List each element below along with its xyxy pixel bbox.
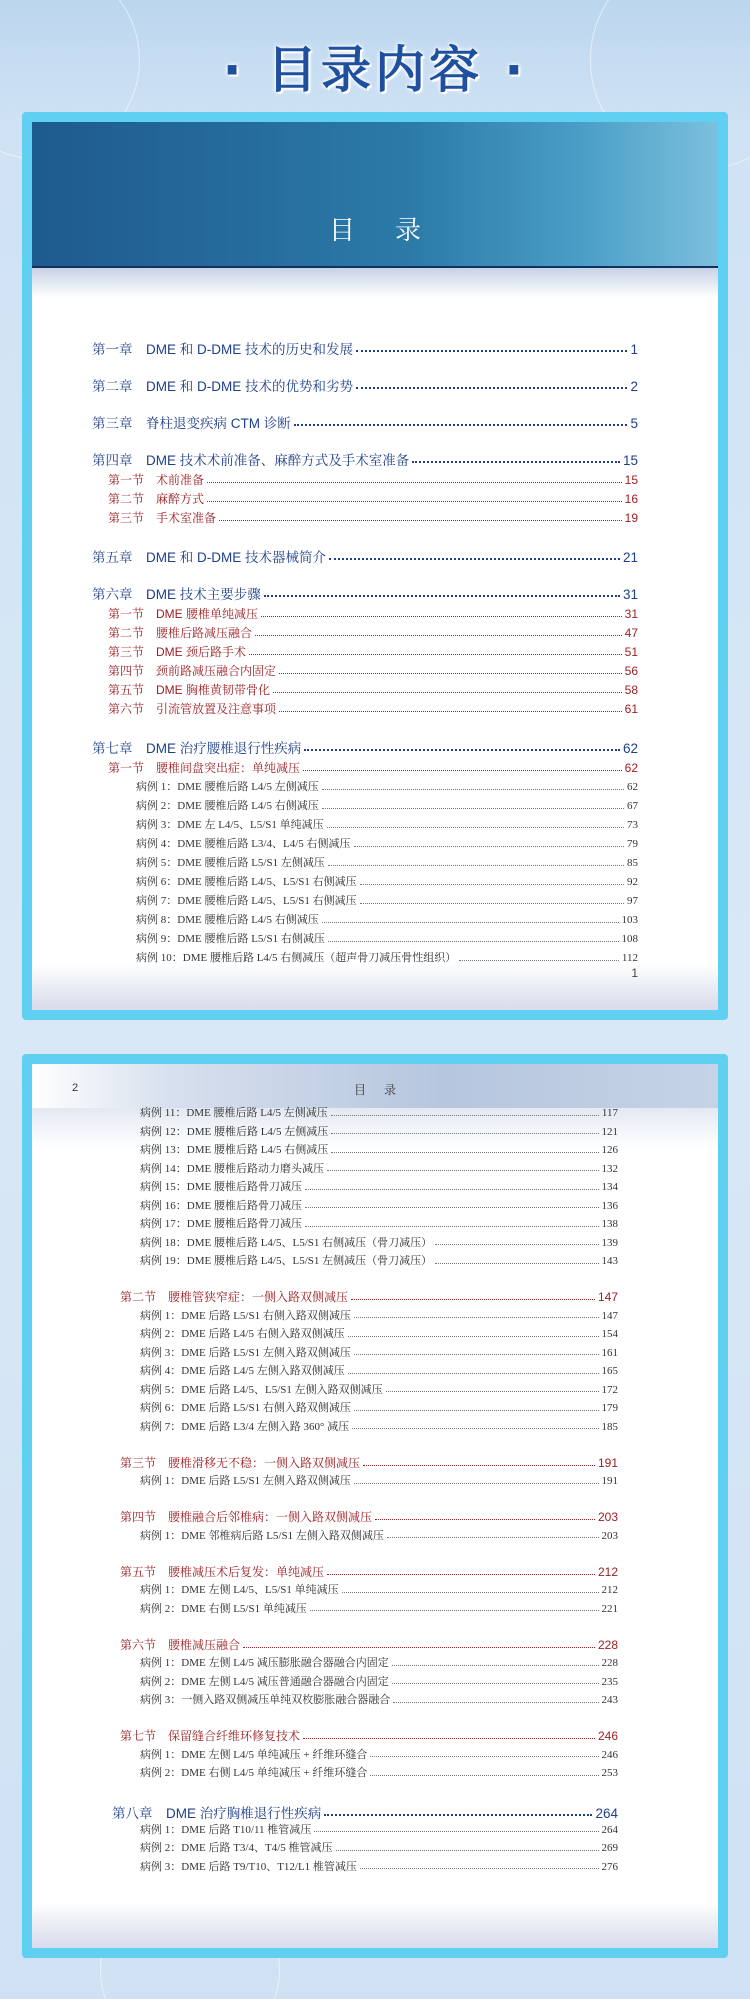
toc-entry-title: 病例 2：DME 左侧 L4/5 减压普通融合器融合内固定 xyxy=(140,1675,389,1688)
dot-leader xyxy=(255,635,622,636)
page-footer xyxy=(32,964,718,1010)
toc-entry-title: 病例 15：DME 腰椎后路骨刀减压 xyxy=(140,1181,302,1193)
toc-entry-section[interactable] xyxy=(108,662,638,679)
toc-entry-page: 276 xyxy=(601,1860,618,1873)
toc-entry-title: 第六节 引流管放置及注意事项 xyxy=(108,702,277,716)
toc-entry-section[interactable] xyxy=(120,1454,618,1471)
toc-entry-case[interactable] xyxy=(136,930,638,946)
dot-leader xyxy=(314,1831,598,1832)
toc-entry-title: 病例 9：DME 腰椎后路 L5/S1 右侧减压 xyxy=(136,933,325,945)
dot-leader xyxy=(375,1519,595,1520)
toc-entry-case[interactable] xyxy=(140,1764,618,1780)
toc-entry-title: 病例 7：DME 后路 L3/4 左侧入路 360° 减压 xyxy=(140,1420,350,1433)
toc-entry-title: 第八章 DME 治疗胸椎退行性疾病 xyxy=(112,1806,322,1821)
toc-entry-title: 病例 17：DME 腰椎后路骨刀减压 xyxy=(140,1218,302,1230)
dot-leader xyxy=(273,692,622,693)
toc-entry-case[interactable] xyxy=(136,797,638,813)
toc-entry-title: 病例 1：DME 左侧 L4/5 单纯减压 + 纤维环缝合 xyxy=(140,1748,368,1761)
dot-leader xyxy=(360,903,624,904)
toc-entry-page: 246 xyxy=(597,1729,618,1743)
dot-leader xyxy=(354,1354,599,1355)
toc-entry-section[interactable] xyxy=(108,759,638,776)
toc-entry-title: 病例 2：DME 后路 L4/5 右侧入路双侧减压 xyxy=(140,1328,345,1340)
toc-entry-case[interactable] xyxy=(140,1141,618,1157)
toc-entry-page: 58 xyxy=(624,683,638,697)
toc-entry-title: 第七节 保留缝合纤维环修复技术 xyxy=(120,1729,301,1743)
toc-entry-page: 165 xyxy=(601,1365,618,1377)
toc-entry-case[interactable] xyxy=(140,1362,618,1378)
dot-leader xyxy=(352,1428,598,1429)
toc-entry-page: 21 xyxy=(622,550,638,565)
toc-entry-title: 病例 14：DME 腰椎后路动力磨头减压 xyxy=(140,1162,324,1175)
toc-entry-page: 138 xyxy=(601,1218,618,1230)
toc-entry-page: 79 xyxy=(627,838,638,850)
toc-entry-page: 47 xyxy=(624,626,638,640)
toc-entry-title: 病例 16：DME 腰椎后路骨刀减压 xyxy=(140,1199,302,1212)
dot-leader xyxy=(393,1702,598,1703)
dot-leader xyxy=(331,1152,598,1153)
dot-leader xyxy=(327,1170,599,1171)
toc-entry-section[interactable] xyxy=(108,509,638,526)
toc-entry-page: 61 xyxy=(624,702,638,716)
toc-entry-title: 第五节 腰椎减压术后复发：单纯减压 xyxy=(120,1564,325,1579)
toc-entry-title: 第四章 DME 技术术前准备、麻醉方式及手术室准备 xyxy=(92,453,410,468)
toc-entry-title: 病例 10：DME 腰椎后路 L4/5 右侧减压（超声骨刀减压骨性组织） xyxy=(136,952,457,964)
toc-entry-page: 2 xyxy=(630,379,638,394)
toc-entry-chapter[interactable] xyxy=(92,583,638,603)
toc-entry-title: 第七章 DME 治疗腰椎退行性疾病 xyxy=(92,741,302,756)
toc-entry-title: 病例 1：DME 腰椎后路 L4/5 左侧减压 xyxy=(136,781,319,793)
toc-heading: 目录 xyxy=(328,216,461,246)
toc-entry-title: 第六章 DME 技术主要步骤 xyxy=(92,587,261,602)
toc-entry-title: 病例 12：DME 腰椎后路 L4/5 左侧减压 xyxy=(140,1125,329,1138)
toc-entry-page: 132 xyxy=(601,1162,618,1175)
toc-entry-chapter[interactable] xyxy=(112,1802,618,1822)
toc-entry-page: 179 xyxy=(601,1402,618,1414)
toc-entry-title: 病例 18：DME 腰椎后路 L4/5、L5/S1 右侧减压（骨刀减压） xyxy=(140,1236,433,1249)
toc-entry-case[interactable] xyxy=(140,1472,618,1488)
toc-entry-case[interactable] xyxy=(140,1215,618,1231)
dot-leader xyxy=(328,941,619,942)
toc-entry-page: 228 xyxy=(601,1657,618,1669)
dot-leader xyxy=(249,654,622,655)
toc-entry-page: 235 xyxy=(601,1675,618,1688)
toc-entry-chapter[interactable] xyxy=(92,737,638,757)
dot-leader xyxy=(279,673,622,674)
toc-entry-title: 病例 11：DME 腰椎后路 L4/5 左侧减压 xyxy=(140,1107,328,1119)
toc-entry-page: 31 xyxy=(622,587,638,602)
dot-leader xyxy=(342,1592,599,1593)
toc-entry-page: 31 xyxy=(624,607,638,621)
toc-entry-case[interactable] xyxy=(140,1691,618,1707)
toc-entry-case[interactable] xyxy=(140,1654,618,1670)
toc-entry-case[interactable] xyxy=(140,1307,618,1323)
dot-leader xyxy=(261,616,622,617)
toc-entry-page: 73 xyxy=(627,819,638,831)
toc-entry-section[interactable] xyxy=(108,605,638,622)
toc-entry-case[interactable] xyxy=(140,1746,618,1762)
page-title: · 目录内容 · xyxy=(222,41,528,99)
toc-entry-title: 病例 3：一侧入路双侧减压单纯双枚膨胀融合器融合 xyxy=(140,1694,391,1706)
toc-entry-title: 病例 4：DME 腰椎后路 L3/4、L4/5 右侧减压 xyxy=(136,838,351,850)
dot-leader xyxy=(327,827,624,828)
toc-entry-page: 103 xyxy=(621,914,638,926)
dot-leader xyxy=(304,749,620,751)
toc-entry-chapter[interactable] xyxy=(92,338,638,358)
toc-entry-case[interactable] xyxy=(140,1123,618,1139)
toc-entry-title: 病例 3：DME 后路 L5/S1 左侧入路双侧减压 xyxy=(140,1346,351,1359)
page-footer xyxy=(32,1902,718,1948)
toc-entry-page: 117 xyxy=(601,1107,618,1119)
running-header-title: 目录 xyxy=(353,1083,414,1097)
toc-entry-case[interactable] xyxy=(136,873,638,889)
toc-entry-page: 191 xyxy=(601,1475,618,1487)
toc-entry-page: 121 xyxy=(601,1125,618,1138)
toc-entry-title: 病例 1：DME 左侧 L4/5 减压膨胀融合器融合内固定 xyxy=(140,1657,389,1669)
toc-page-2-frame xyxy=(22,1054,728,1958)
toc-entry-section[interactable] xyxy=(120,1288,618,1305)
toc-entry-title: 病例 8：DME 腰椎后路 L4/5 右侧减压 xyxy=(136,914,319,926)
toc-entry-title: 第三节 腰椎滑移无不稳：一侧入路双侧减压 xyxy=(120,1455,361,1470)
dot-leader xyxy=(363,1465,595,1466)
toc-entry-case[interactable] xyxy=(136,816,638,832)
toc-entry-title: 病例 1：DME 左侧 L4/5、L5/S1 单纯减压 xyxy=(140,1584,339,1596)
toc-entry-title: 病例 6：DME 腰椎后路 L4/5、L5/S1 右侧减压 xyxy=(136,876,357,888)
toc-entry-page: 126 xyxy=(601,1144,618,1156)
toc-entry-page: 15 xyxy=(622,453,638,468)
toc-entry-case[interactable] xyxy=(136,892,638,908)
dot-leader xyxy=(435,1244,598,1245)
toc-entry-page: 154 xyxy=(601,1328,618,1340)
dot-leader xyxy=(322,922,619,923)
toc-entry-case[interactable] xyxy=(140,1581,618,1597)
dot-leader xyxy=(392,1665,599,1666)
banner-fade xyxy=(32,268,718,298)
dot-leader xyxy=(354,1483,599,1484)
toc-entry-title: 第五章 DME 和 D-DME 技术器械简介 xyxy=(92,550,326,565)
dot-leader xyxy=(305,1189,599,1190)
toc-entry-page: 147 xyxy=(597,1290,618,1304)
toc-entry-page: 62 xyxy=(627,781,638,793)
toc-entry-title: 病例 3：DME 左 L4/5、L5/S1 单纯减压 xyxy=(136,819,324,831)
toc-entry-page: 85 xyxy=(627,857,638,869)
toc-entry-page: 185 xyxy=(601,1420,618,1433)
dot-leader xyxy=(459,960,619,961)
toc-entry-title: 病例 2：DME 腰椎后路 L4/5 右侧减压 xyxy=(136,800,319,812)
dot-leader xyxy=(243,1647,595,1648)
toc-entry-title: 病例 6：DME 后路 L5/S1 右侧入路双侧减压 xyxy=(140,1402,351,1414)
dot-leader xyxy=(336,1850,599,1851)
toc-entry-title: 第二节 腰椎管狭窄症：一侧入路双侧减压 xyxy=(120,1290,349,1304)
toc-entry-case[interactable] xyxy=(140,1197,618,1213)
toc-entry-title: 第一节 腰椎间盘突出症：单纯减压 xyxy=(108,761,301,775)
toc-entry-section[interactable] xyxy=(108,643,638,660)
toc-entry-page: 191 xyxy=(597,1455,618,1470)
toc-entry-title: 第二节 腰椎后路减压融合 xyxy=(108,626,253,640)
toc-entry-case[interactable] xyxy=(140,1381,618,1397)
toc-entry-title: 病例 7：DME 腰椎后路 L4/5、L5/S1 右侧减压 xyxy=(136,895,357,907)
toc-entry-title: 第四节 颈前路减压融合内固定 xyxy=(108,664,277,678)
toc-entry-case[interactable] xyxy=(140,1252,618,1268)
toc-entry-page: 19 xyxy=(624,511,638,525)
toc-entry-section[interactable] xyxy=(108,471,638,488)
dot-leader xyxy=(354,846,625,847)
toc-entry-page: 147 xyxy=(601,1309,618,1322)
toc-entry-case[interactable] xyxy=(140,1160,618,1176)
toc-entry-page: 143 xyxy=(601,1255,618,1267)
toc-entry-page: 62 xyxy=(622,741,638,756)
toc-entry-title: 第一节 DME 腰椎单纯减压 xyxy=(108,607,259,621)
toc-entry-title: 病例 5：DME 腰椎后路 L5/S1 左侧减压 xyxy=(136,857,325,869)
dot-leader xyxy=(305,1207,599,1208)
toc-entry-title: 病例 1：DME 后路 L5/S1 左侧入路双侧减压 xyxy=(140,1475,351,1487)
toc-entry-title: 病例 5：DME 后路 L4/5、L5/S1 左侧入路双侧减压 xyxy=(140,1383,383,1396)
toc-entry-page: 203 xyxy=(601,1529,618,1542)
toc-entry-case[interactable] xyxy=(136,854,638,870)
dot-leader xyxy=(348,1336,599,1337)
toc-entry-case[interactable] xyxy=(140,1344,618,1360)
toc-entry-case[interactable] xyxy=(140,1399,618,1415)
dot-leader xyxy=(354,1410,599,1411)
dot-leader xyxy=(327,1574,595,1575)
toc-entry-case[interactable] xyxy=(140,1234,618,1250)
toc-entry-case[interactable] xyxy=(136,911,638,927)
toc-entry-page: 212 xyxy=(601,1584,618,1596)
dot-leader xyxy=(351,1299,595,1300)
toc-page-2 xyxy=(32,1064,718,1948)
dot-leader xyxy=(303,770,622,771)
toc-entry-case[interactable] xyxy=(140,1418,618,1434)
toc-entry-title: 病例 19：DME 腰椎后路 L4/5、L5/S1 左侧减压（骨刀减压） xyxy=(140,1255,433,1267)
dot-leader xyxy=(322,789,624,790)
page-number: 2 xyxy=(72,1082,79,1094)
toc-entry-title: 病例 1：DME 后路 L5/S1 右侧入路双侧减压 xyxy=(140,1309,351,1322)
dot-leader xyxy=(294,424,628,426)
toc-entry-page: 253 xyxy=(601,1767,618,1779)
dot-leader xyxy=(324,1814,592,1816)
toc-entry-title: 第六节 腰椎减压融合 xyxy=(120,1637,241,1652)
dot-leader xyxy=(412,461,620,463)
toc-entry-title: 病例 3：DME 后路 T9/T10、T12/L1 椎管减压 xyxy=(140,1860,357,1873)
toc-entry-page: 51 xyxy=(624,645,638,659)
toc-entry-chapter[interactable] xyxy=(92,546,638,566)
dot-leader xyxy=(207,482,622,483)
toc-entry-title: 病例 2：DME 后路 T3/4、T4/5 椎管减压 xyxy=(140,1842,333,1854)
toc-entry-page: 1 xyxy=(630,342,638,357)
toc-entry-page: 264 xyxy=(595,1806,618,1821)
toc-entry-page: 161 xyxy=(601,1346,618,1359)
toc-entry-title: 第三节 DME 颈后路手术 xyxy=(108,645,247,659)
toc-page-1 xyxy=(32,122,718,1010)
dot-leader xyxy=(370,1775,598,1776)
dot-leader xyxy=(387,1537,599,1538)
dot-leader xyxy=(322,808,624,809)
toc-entry-case[interactable] xyxy=(140,1839,618,1855)
dot-leader xyxy=(331,1115,599,1116)
toc-entry-page: 108 xyxy=(621,933,638,945)
dot-leader xyxy=(310,1610,599,1611)
dot-leader xyxy=(303,1738,595,1739)
dot-leader xyxy=(360,884,624,885)
toc-entry-page: 62 xyxy=(624,761,638,775)
toc-entry-page: 5 xyxy=(630,416,638,431)
toc-entry-section[interactable] xyxy=(108,624,638,641)
toc-entry-page: 243 xyxy=(601,1694,618,1706)
toc-entry-page: 134 xyxy=(601,1181,618,1193)
dot-leader xyxy=(354,1317,599,1318)
toc-entry-section[interactable] xyxy=(108,700,638,717)
toc-entry-chapter[interactable] xyxy=(92,449,638,469)
toc-entry-title: 第五节 DME 胸椎黄韧带骨化 xyxy=(108,683,271,697)
toc-entry-case[interactable] xyxy=(136,778,638,794)
toc-entry-case[interactable] xyxy=(140,1104,618,1120)
toc-entry-title: 病例 4：DME 后路 L4/5 左侧入路双侧减压 xyxy=(140,1365,345,1377)
toc-entry-case[interactable] xyxy=(140,1600,618,1616)
toc-entry-title: 第一节 术前准备 xyxy=(108,473,205,487)
dot-leader xyxy=(328,865,624,866)
toc-entry-title: 第二章 DME 和 D-DME 技术的优势和劣势 xyxy=(92,379,353,394)
toc-entry-title: 病例 2：DME 右侧 L5/S1 单纯减压 xyxy=(140,1602,307,1615)
toc-entry-section[interactable] xyxy=(108,490,638,507)
page-number: 1 xyxy=(631,966,638,980)
dot-leader xyxy=(370,1756,598,1757)
toc-entry-chapter[interactable] xyxy=(92,375,638,395)
toc-entry-title: 第二节 麻醉方式 xyxy=(108,492,205,506)
toc-entry-section[interactable] xyxy=(120,1727,618,1744)
toc-entry-page: 172 xyxy=(601,1383,618,1396)
dot-leader xyxy=(331,1133,598,1134)
toc-entry-title: 病例 2：DME 右侧 L4/5 单纯减压 + 纤维环缝合 xyxy=(140,1767,368,1779)
dot-leader xyxy=(264,595,620,597)
dot-leader xyxy=(356,350,627,352)
toc-entry-page: 56 xyxy=(624,664,638,678)
dot-leader xyxy=(392,1683,599,1684)
toc-entry-section[interactable] xyxy=(120,1508,618,1525)
toc-entry-case[interactable] xyxy=(140,1325,618,1341)
toc-entry-page: 67 xyxy=(627,800,638,812)
toc-entry-title: 第四节 腰椎融合后邻椎病：一侧入路双侧减压 xyxy=(120,1510,373,1524)
toc-entry-title: 病例 1：DME 邻椎病后路 L5/S1 左侧入路双侧减压 xyxy=(140,1529,384,1542)
dot-leader xyxy=(360,1868,599,1869)
toc-entry-section[interactable] xyxy=(108,681,638,698)
page-header xyxy=(0,0,750,110)
toc-entry-page: 16 xyxy=(624,492,638,506)
toc-entry-page: 228 xyxy=(597,1637,618,1652)
toc-entry-page: 269 xyxy=(601,1842,618,1854)
dot-leader xyxy=(386,1391,599,1392)
dot-leader xyxy=(219,520,622,521)
dot-leader xyxy=(207,501,622,502)
dot-leader xyxy=(435,1263,598,1264)
toc-entry-page: 212 xyxy=(597,1564,618,1579)
toc-entry-page: 136 xyxy=(601,1199,618,1212)
toc-entry-case[interactable] xyxy=(140,1527,618,1543)
toc-page-1-frame xyxy=(22,112,728,1020)
toc-entry-chapter[interactable] xyxy=(92,412,638,432)
toc-entry-page: 221 xyxy=(601,1602,618,1615)
dot-leader xyxy=(356,387,627,389)
toc-entry-page: 15 xyxy=(624,473,638,487)
toc-entry-page: 139 xyxy=(601,1236,618,1249)
toc-entry-case[interactable] xyxy=(136,835,638,851)
toc-entry-case[interactable] xyxy=(140,1821,618,1837)
toc-entry-case[interactable] xyxy=(140,1858,618,1874)
toc-entry-title: 病例 1：DME 后路 T10/11 椎管减压 xyxy=(140,1823,312,1836)
toc-entry-page: 203 xyxy=(597,1510,618,1524)
toc-entry-title: 第三节 手术室准备 xyxy=(108,511,217,525)
toc-entry-page: 97 xyxy=(627,895,638,907)
toc-entry-page: 92 xyxy=(627,876,638,888)
dot-leader xyxy=(329,558,620,560)
toc-entry-section[interactable] xyxy=(120,1636,618,1653)
toc-entry-title: 病例 13：DME 腰椎后路 L4/5 右侧减压 xyxy=(140,1144,329,1156)
dot-leader xyxy=(348,1373,599,1374)
toc-entry-page: 112 xyxy=(621,952,638,964)
toc-entry-title: 第一章 DME 和 D-DME 技术的历史和发展 xyxy=(92,342,353,357)
dot-leader xyxy=(305,1226,599,1227)
toc-entry-case[interactable] xyxy=(136,949,638,965)
toc-entry-title: 第三章 脊柱退变疾病 CTM 诊断 xyxy=(92,416,291,431)
toc-entry-page: 246 xyxy=(601,1748,618,1761)
toc-entry-page: 264 xyxy=(601,1823,618,1836)
toc-entry-section[interactable] xyxy=(120,1563,618,1580)
dot-leader xyxy=(279,711,622,712)
toc-entry-case[interactable] xyxy=(140,1673,618,1689)
toc-entry-case[interactable] xyxy=(140,1178,618,1194)
